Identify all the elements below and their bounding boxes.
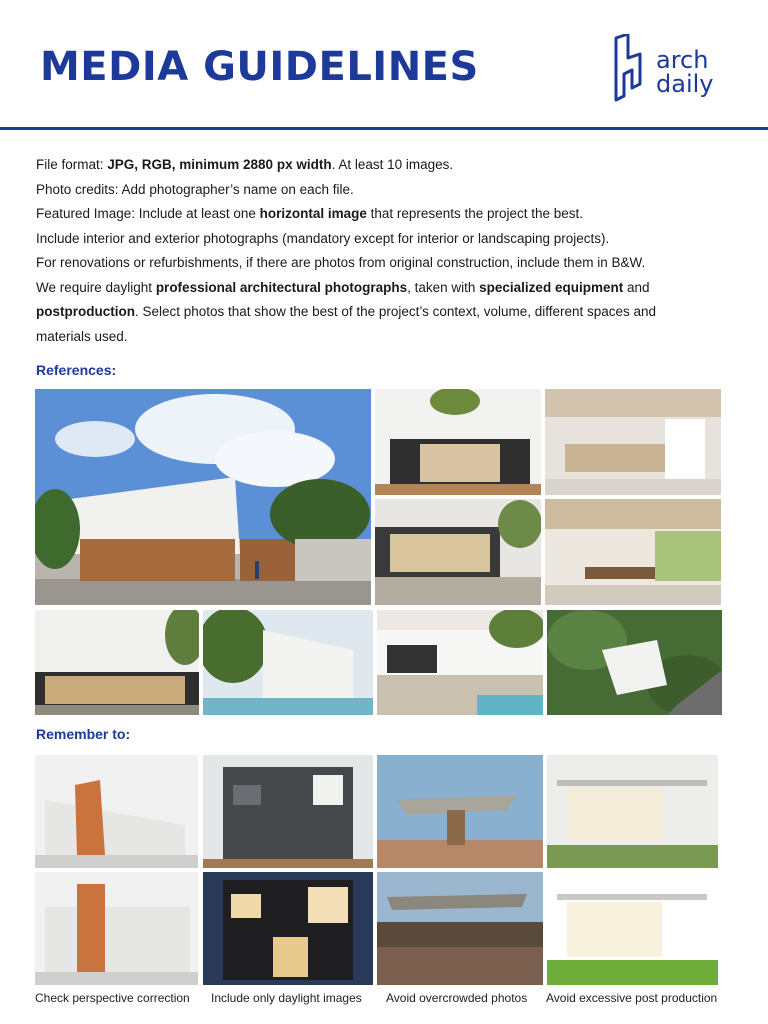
guideline-professional-1: We require daylight professional architectural photographs, taken with specialized equipment and: [36, 279, 650, 295]
remember-photo-overcrowded: [377, 872, 543, 985]
guideline-featured-image: Featured Image: Include at least one horizontal image that represents the project the best.: [36, 206, 584, 221]
reference-photo-pool-loungers: [377, 610, 543, 715]
reference-photo-living-room: [545, 499, 721, 605]
guideline-interior-exterior: Include interior and exterior photographs (mandatory except for interior or landscaping projects).: [36, 230, 610, 246]
reference-photo-facade-night: [35, 610, 199, 715]
caption-perspective: Check perspective correction: [35, 991, 190, 1005]
guideline-file-format: File format: JPG, RGB, minimum 2880 px width. At least 10 images.: [36, 157, 454, 172]
remember-photo-natural-post: [547, 755, 718, 868]
page-title: MEDIA GUIDELINES: [40, 44, 479, 90]
reference-photo-dining-terrace: [375, 499, 541, 605]
guideline-photo-credits: Photo credits: Add photographer’s name on each file.: [36, 181, 354, 197]
remember-label: Remember to:: [36, 726, 131, 742]
guideline-professional-2: postproduction. Select photos that show the best of the project’s context, volume, different spaces and: [36, 304, 657, 319]
caption-overcrowded: Avoid overcrowded photos: [386, 991, 528, 1005]
page-header: [0, 0, 768, 130]
remember-photo-perspective-correct: [35, 872, 198, 985]
remember-photo-night: [203, 872, 373, 985]
guidelines-text: [36, 153, 736, 349]
reference-photo-pool-courtyard: [203, 610, 373, 715]
reference-photo-kitchen: [545, 389, 721, 495]
remember-photo-daylight: [203, 755, 373, 868]
logo-word-arch: arch: [656, 46, 709, 74]
logo-word-daily: daily: [656, 70, 714, 98]
remember-photo-uncrowded: [377, 755, 543, 868]
reference-photo-open-living: [375, 389, 541, 495]
reference-photo-featured: [35, 389, 371, 605]
caption-daylight: Include only daylight images: [211, 991, 362, 1005]
archdaily-logo-icon: [610, 34, 656, 106]
caption-post-production: Avoid excessive post production: [546, 991, 718, 1005]
header-divider: [0, 127, 768, 130]
remember-photo-excessive-post: [547, 872, 718, 985]
remember-photo-perspective-wrong: [35, 755, 198, 868]
guideline-professional-3: materials used.: [36, 328, 128, 344]
reference-photo-aerial: [547, 610, 722, 715]
archdaily-logo: [610, 34, 730, 106]
references-label: References:: [36, 362, 117, 378]
guideline-renovations: For renovations or refurbishments, if there are photos from original construction, include them in B&W.: [36, 255, 646, 270]
